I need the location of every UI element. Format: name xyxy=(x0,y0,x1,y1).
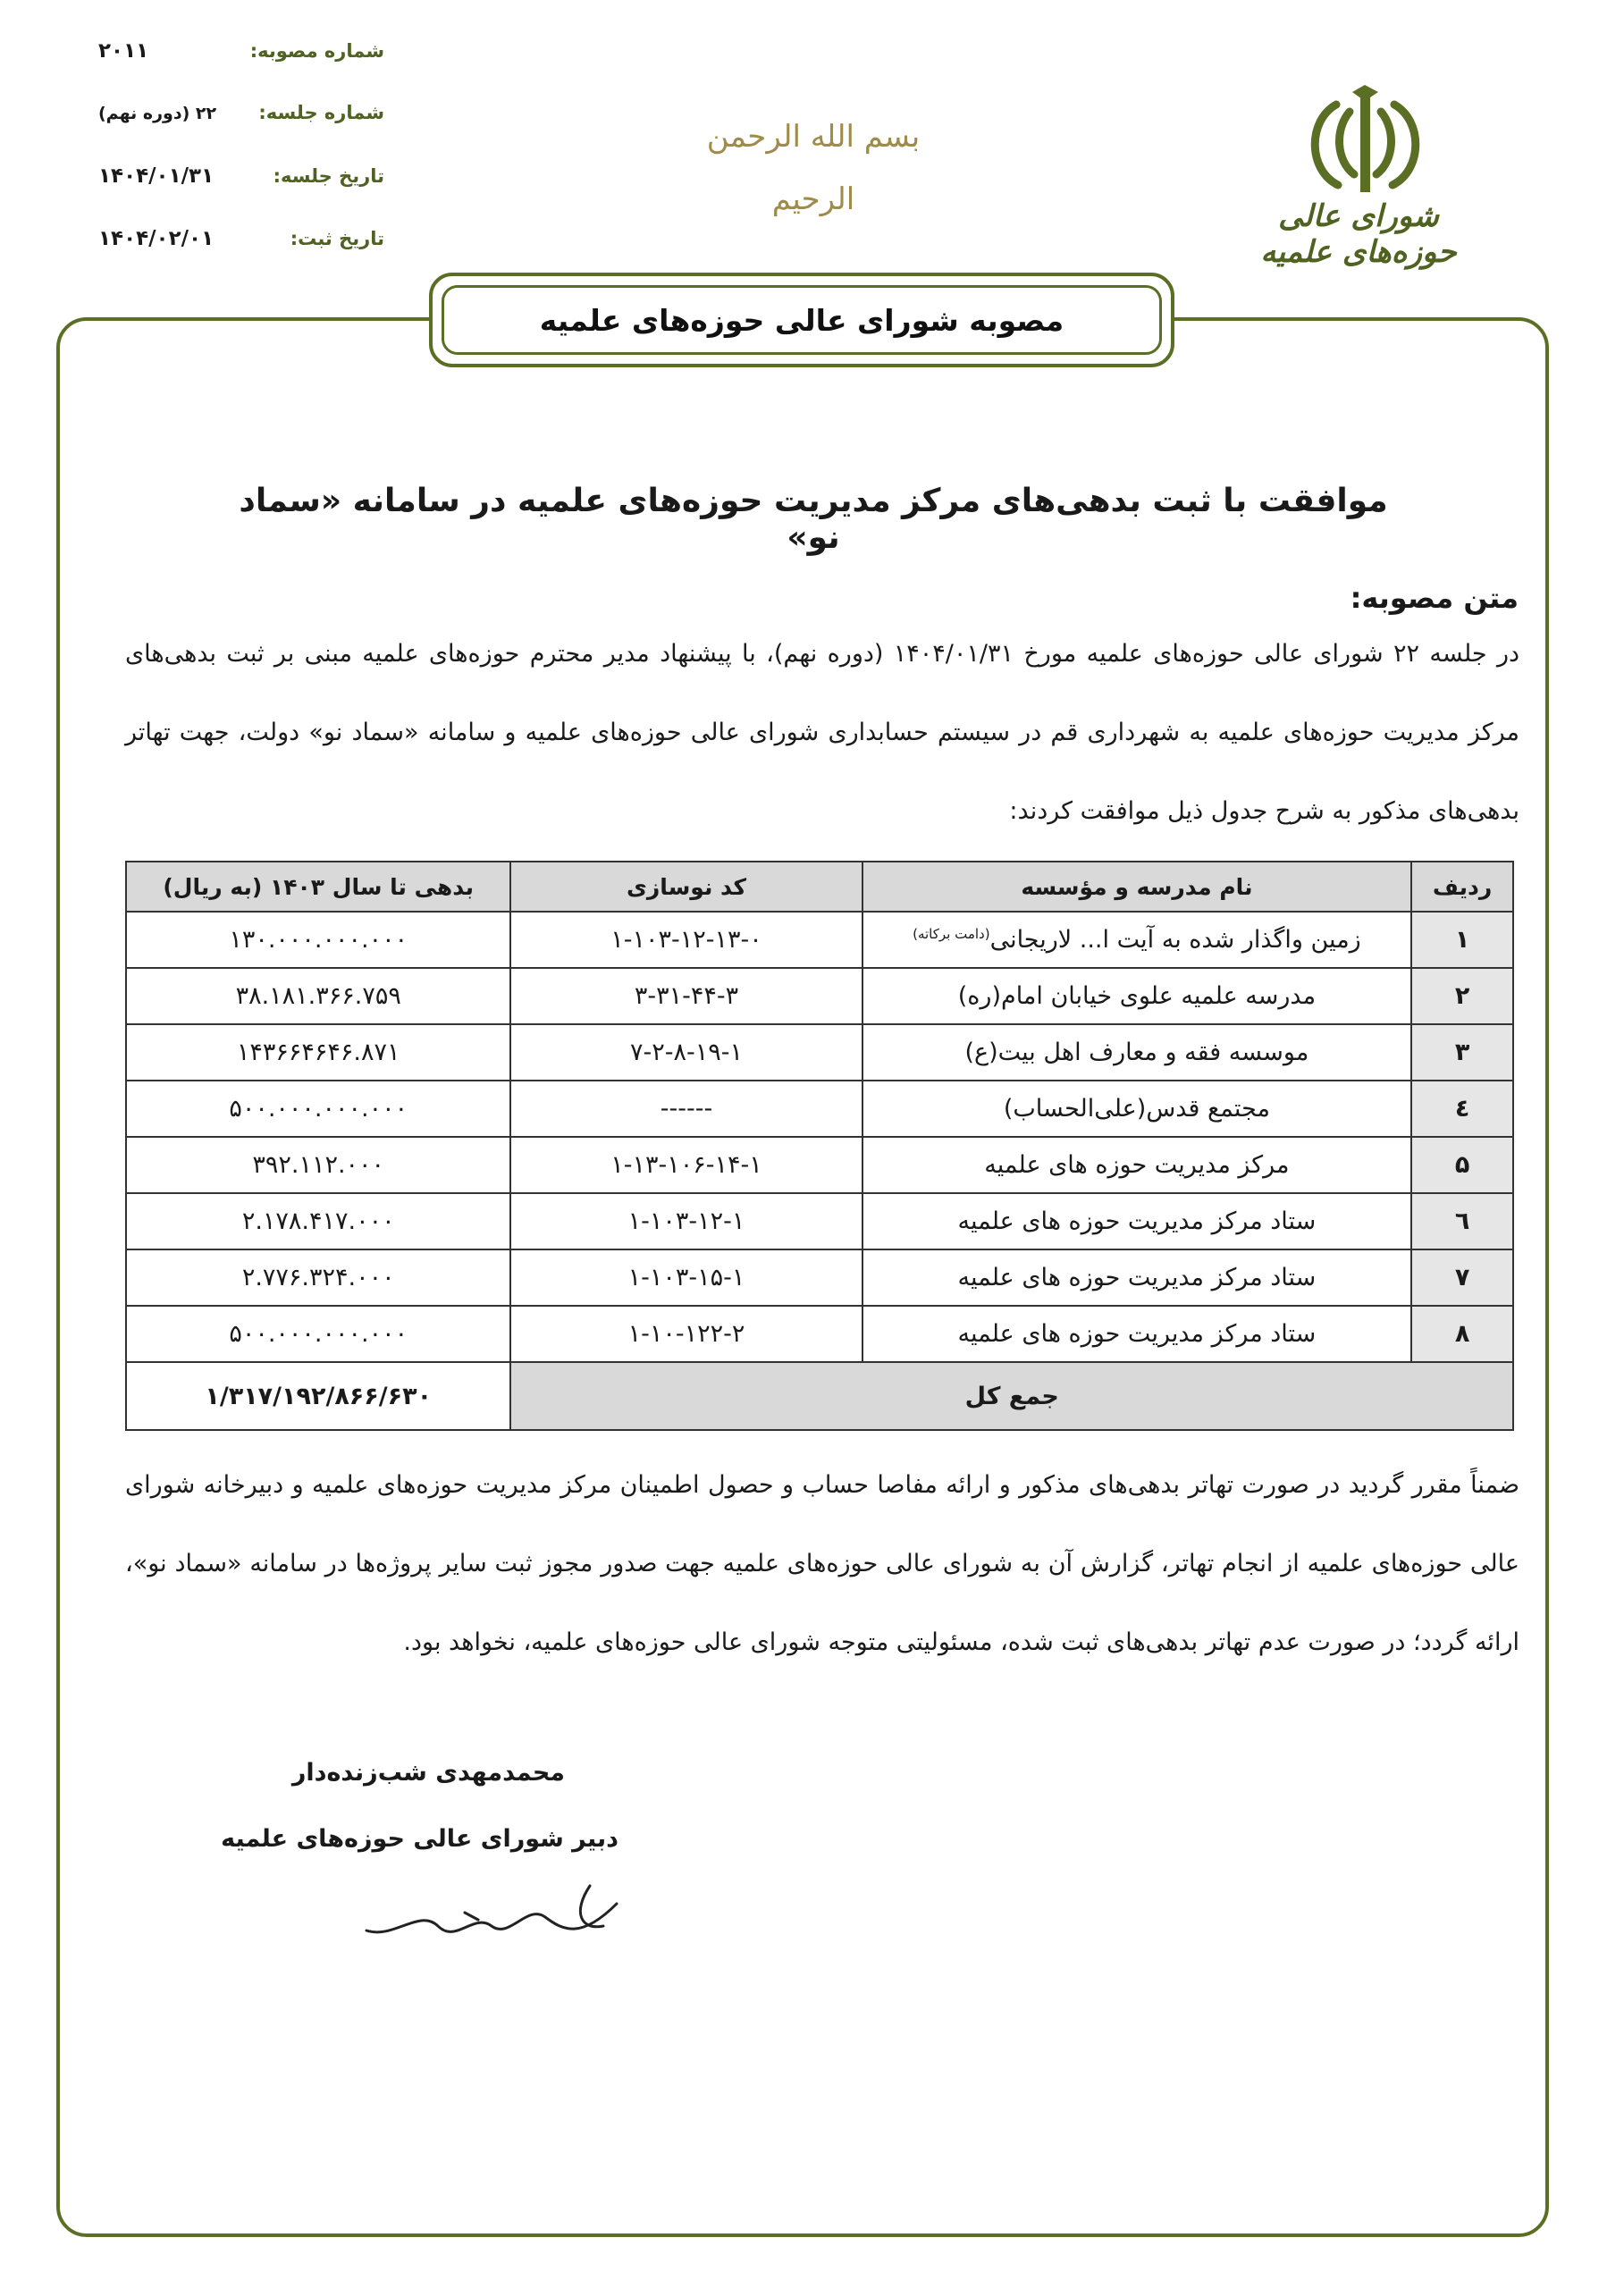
table-row xyxy=(126,1081,1513,1137)
total-label: جمع کل xyxy=(510,1362,1513,1430)
table-row xyxy=(126,1024,1513,1081)
row-code: ۱-۱۰۳-۱۲-۱۳-۰ xyxy=(510,912,862,968)
table-row xyxy=(126,968,1513,1024)
resolution-number-row xyxy=(98,39,384,102)
row-code: ------ xyxy=(510,1081,862,1137)
registration-date-label: تاریخ ثبت: xyxy=(290,228,384,249)
row-name-note: (دامت برکاته) xyxy=(913,926,990,942)
resolution-text-label: متن مصوبه: xyxy=(1350,581,1519,615)
debts-table xyxy=(125,861,1514,1431)
row-code: ۳-۳۱-۴۴-۳ xyxy=(510,968,862,1024)
row-name: ستاد مرکز مدیریت حوزه های علمیه xyxy=(862,1249,1412,1306)
row-code: ۱-۱۳-۱۰۶-۱۴-۱ xyxy=(510,1137,862,1193)
row-name: مرکز مدیریت حوزه های علمیه xyxy=(862,1137,1412,1193)
session-date-label: تاریخ جلسه: xyxy=(273,165,384,187)
resolution-number: ۲۰۱۱ xyxy=(98,39,149,63)
row-number: ۳ xyxy=(1411,1024,1513,1081)
session-number-row xyxy=(98,102,384,164)
session-date: ۱۴۰۴/۰۱/۳۱ xyxy=(98,164,215,188)
row-debt: ۲.۱۷۸.۴۱۷.۰۰۰ xyxy=(126,1193,510,1249)
document-metadata xyxy=(98,39,384,290)
row-number: ۷ xyxy=(1411,1249,1513,1306)
row-name: ستاد مرکز مدیریت حوزه های علمیه xyxy=(862,1306,1412,1362)
table-total-row xyxy=(126,1362,1513,1430)
header-tab-title: مصوبه شورای عالی حوزه‌های علمیه xyxy=(442,285,1162,355)
row-name-text: زمین واگذار شده به آیت ا... لاریجانی xyxy=(989,926,1361,954)
iran-emblem-icon xyxy=(1300,85,1430,201)
row-number: ٤ xyxy=(1411,1081,1513,1137)
bismillah-calligraphy: بسم الله الرحمن الرحیم xyxy=(706,119,921,217)
resolution-paragraph-2: ضمناً مقرر گردید در صورت تهاتر بدهی‌های مذکور و ارائه مفاصا حساب و حصول اطمینان مرکز مدیریت حوزه‌های علمیه و دبیرخانه شورای عالی حوزه‌های علمیه از انجام تهاتر، گزارش آن به شورای عالی حوزه‌های علمیه جهت صدور مجوز ثبت سایر پروژه‌ها در سامانه «سماد نو»، ارائه گردد؛ در صورت عدم تهاتر بدهی‌های ثبت شده، مسئولیتی متوجه شورای عالی حوزه‌های علمیه، نخواهد بود. xyxy=(125,1471,1519,1656)
row-debt: ۲.۷۷۶.۳۲۴.۰۰۰ xyxy=(126,1249,510,1306)
row-number: ۸ xyxy=(1411,1306,1513,1362)
table-header-row xyxy=(126,862,1513,912)
row-name: مجتمع قدس(علی‌الحساب) xyxy=(862,1081,1412,1137)
resolution-title: موافقت با ثبت بدهی‌های مرکز مدیریت حوزه‌های علمیه در سامانه «سماد نو» xyxy=(239,483,1388,556)
handwritten-signature xyxy=(358,1877,626,1966)
header-name: نام مدرسه و مؤسسه xyxy=(862,862,1412,912)
header-tab xyxy=(429,273,1174,367)
row-debt: ۳۹۲.۱۱۲.۰۰۰ xyxy=(126,1137,510,1193)
resolution-number-label: شماره مصوبه: xyxy=(249,40,384,62)
header-code: کد نوسازی xyxy=(510,862,862,912)
registration-date: ۱۴۰۴/۰۲/۰۱ xyxy=(98,227,215,250)
table-row xyxy=(126,912,1513,968)
table-row xyxy=(126,1306,1513,1362)
table-row xyxy=(126,1193,1513,1249)
session-date-row xyxy=(98,164,384,227)
session-number: ۲۲ (دوره نهم) xyxy=(98,104,217,123)
row-name: ستاد مرکز مدیریت حوزه های علمیه xyxy=(862,1193,1412,1249)
row-debt: ۱۴۳۶۶۴۶۴۶.۸۷۱ xyxy=(126,1024,510,1081)
row-number: ٦ xyxy=(1411,1193,1513,1249)
total-value: ۱/۳۱۷/۱۹۲/۸۶۶/۶۳۰ xyxy=(126,1362,510,1430)
council-logo-text: شورای عالی حوزه‌های علمیه xyxy=(1260,198,1457,270)
row-number: ۵ xyxy=(1411,1137,1513,1193)
row-number: ۱ xyxy=(1411,912,1513,968)
header-row-number: ردیف xyxy=(1411,862,1513,912)
row-name: موسسه فقه و معارف اهل بیت(ع) xyxy=(862,1024,1412,1081)
signer-name: محمدمهدی شب‌زنده‌دار xyxy=(291,1759,565,1787)
row-debt: ۱۳۰.۰۰۰.۰۰۰.۰۰۰ xyxy=(126,912,510,968)
row-name xyxy=(862,912,1412,968)
row-debt: ۵۰۰.۰۰۰.۰۰۰.۰۰۰ xyxy=(126,1081,510,1137)
row-code: ۱-۱۰۳-۱۲-۱ xyxy=(510,1193,862,1249)
row-code: ۱-۱۰۳-۱۵-۱ xyxy=(510,1249,862,1306)
row-number: ۲ xyxy=(1411,968,1513,1024)
signer-title: دبیر شورای عالی حوزه‌های علمیه xyxy=(221,1825,618,1853)
row-code: ۱-۱۰-۱۲۲-۲ xyxy=(510,1306,862,1362)
row-name: مدرسه علمیه علوی خیابان امام(ره) xyxy=(862,968,1412,1024)
row-code: ۷-۲-۸-۱۹-۱ xyxy=(510,1024,862,1081)
row-debt: ۵۰۰.۰۰۰.۰۰۰.۰۰۰ xyxy=(126,1306,510,1362)
table-row xyxy=(126,1249,1513,1306)
table-row xyxy=(126,1137,1513,1193)
registration-date-row xyxy=(98,227,384,290)
resolution-paragraph-1: در جلسه ۲۲ شورای عالی حوزه‌های علمیه مورخ ۱۴۰۴/۰۱/۳۱ (دوره نهم)، با پیشنهاد مدیر محترم حوزه‌های علمیه مبنی بر ثبت بدهی‌های مرکز مدیریت حوزه‌های علمیه به شهرداری قم در سیستم حسابداری شورای عالی حوزه‌های علمیه و سامانه «سماد نو» دولت، جهت تهاتر بدهی‌های مذکور به شرح جدول ذیل موافقت کردند: xyxy=(125,640,1520,825)
row-debt: ۳۸.۱۸۱.۳۶۶.۷۵۹ xyxy=(126,968,510,1024)
session-number-label: شماره جلسه: xyxy=(258,102,384,123)
header-debt: بدهی تا سال ۱۴۰۳ (به ریال) xyxy=(126,862,510,912)
